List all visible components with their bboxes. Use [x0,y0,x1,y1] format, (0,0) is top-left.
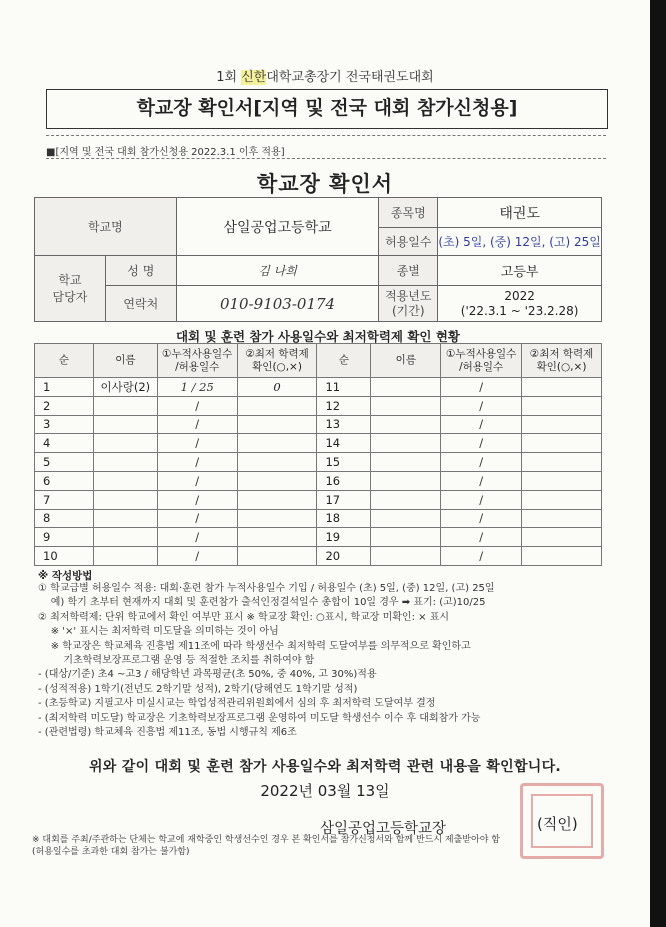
row-number-2: 17 [317,490,371,509]
row-name-2 [371,547,441,566]
guide-line: - (성적적용) 1학기(전년도 2학기말 성적), 2학기(당해연도 1학기말 성적) [38,683,358,695]
row-days: / [157,509,237,528]
row-number-2: 11 [317,378,371,397]
row-name-2 [371,528,441,547]
event-title [0,66,650,85]
guide-line: ② 최저학력제: 단위 학교에서 확인 여부만 표시 ※ 학교장 확인: ○표시, 학교장 미확인: × 표시 [38,611,450,623]
row-name-2 [371,453,441,472]
row-grade-2 [522,471,602,490]
row-name [93,490,157,509]
row-grade-2 [522,396,602,415]
principal-signature-line: 삼일공업고등학교장 [320,821,447,837]
contact-label: 연락처 [105,286,176,322]
row-number: 1 [35,378,94,397]
row-number: 8 [35,509,94,528]
row-name-2 [371,471,441,490]
usage-section-title: 대회 및 훈련 참가 사용일수와 최저학력제 확인 현황 [175,329,461,344]
dashed-divider-top [46,135,606,136]
row-number-2: 15 [317,453,371,472]
row-name-2 [371,415,441,434]
guide-line: ① 학교급별 허용일수 적용: 대회·훈련 참가 누적사용일수 기입 / 허용일수 (초) 5일, (중) 12일, (고) 25일 [38,583,495,594]
row-grade-2 [522,547,602,566]
header-days: ①누적사용일수 /허용일수 [157,344,237,378]
table-row [35,434,602,453]
row-days: 1 / 25 [157,378,237,397]
guide-title: ※ 작성방법 [38,570,93,582]
confirmation-statement: 위와 같이 대회 및 훈련 참가 사용일수와 최저학력 관련 내용을 확인합니다. [88,759,562,775]
guide-line: - (최저학력 미도달) 학교장은 기초학력보장프로그램 운영하여 미도달 학생선수 이수 후 대회참가 가능 [38,712,481,724]
row-grade [237,434,317,453]
row-grade-2 [522,415,602,434]
row-days-2: / [441,509,522,528]
row-days: / [157,453,237,472]
guide-text [38,582,598,740]
row-grade [237,415,317,434]
guide-line: - (관련법령) 학교체육 진흥법 제11조, 동법 시행규칙 제6조 [38,727,297,739]
row-grade [237,490,317,509]
guide-line: 예) 학기 초부터 현재까지 대회 및 훈련참가 출석인정결석일수 총합이 10일 경우 ➡ 표기: (고)10/25 [38,597,486,609]
row-days-2: / [441,434,522,453]
guide-line: ※ 학교장은 학교체육 진흥법 제11조에 따라 학생선수 최저학력 도달여부를 의무적으로 확인하고 [38,640,471,652]
row-grade [237,471,317,490]
document-title: 학교장 확인서 [256,172,394,196]
event-title-prefix: 1회 [216,70,242,85]
row-days: / [157,396,237,415]
row-number-2: 14 [317,434,371,453]
usage-table [34,343,602,566]
sport-label: 종목명 [379,198,438,228]
header-no-2: 순 [317,344,371,378]
row-name-2 [371,490,441,509]
table-row [35,471,602,490]
division-value: 고등부 [438,256,602,286]
period-value: ('22.3.1 ~ '23.2.28) [460,303,579,318]
row-number: 9 [35,528,94,547]
event-title-highlight: 신한 [241,70,267,85]
header-grade: ②최저 학력제 확인(○,×) [237,344,317,378]
row-grade: 0 [237,378,317,397]
row-name [93,415,157,434]
header-grade-2: ②최저 학력제 확인(○,×) [522,344,602,378]
header-days-2: ①누적사용일수 /허용일수 [441,344,522,378]
table-row [35,509,602,528]
row-number: 4 [35,434,94,453]
row-days-2: / [441,547,522,566]
dashed-divider-bottom [46,158,606,159]
row-number: 5 [35,453,94,472]
table-row [35,396,602,415]
row-name [93,528,157,547]
row-grade [237,547,317,566]
row-days-2: / [441,453,522,472]
row-number-2: 13 [317,415,371,434]
row-days-2: / [441,490,522,509]
row-name [93,509,157,528]
table-row [35,415,602,434]
row-number: 2 [35,396,94,415]
row-name [93,453,157,472]
allowed-days-value: (초) 5일, (중) 12일, (고) 25일 [438,228,602,256]
row-days: / [157,471,237,490]
school-value: 삼일공업고등학교 [176,198,379,256]
year-value: 2022 [504,288,535,303]
row-name-2 [371,509,441,528]
row-name [93,547,157,566]
row-number: 6 [35,471,94,490]
seal-label: (직인) [537,815,578,833]
guide-line: 기초학력보장프로그램 운영 등 적절한 조치를 취하여야 함 [38,655,315,667]
row-days: / [157,434,237,453]
manager-label: 학교 담당자 [35,256,106,322]
row-name: 이사랑(2) [93,378,157,397]
row-number-2: 19 [317,528,371,547]
row-number: 3 [35,415,94,434]
event-title-suffix: 대학교총장기 전국태권도대회 [266,70,434,85]
row-grade-2 [522,453,602,472]
footnote [32,834,612,858]
row-grade [237,396,317,415]
table-row [35,490,602,509]
row-days-2: / [441,415,522,434]
footnote-line: ※ 대회를 주최/주관하는 단체는 학교에 재학중인 학생선수인 경우 본 확인서를 참가신청서와 함께 반드시 제출받아야 함 [32,835,500,845]
row-grade-2 [522,378,602,397]
row-days: / [157,415,237,434]
sport-value: 태권도 [438,198,602,228]
row-grade-2 [522,509,602,528]
row-grade-2 [522,490,602,509]
info-table [34,197,602,322]
row-days: / [157,490,237,509]
division-label: 종별 [379,256,438,286]
header-no: 순 [35,344,94,378]
header-title: 학교장 확인서[지역 및 전국 대회 참가신청용] [46,89,608,129]
row-number-2: 16 [317,471,371,490]
row-days-2: / [441,528,522,547]
contact-value: 010-9103-0174 [176,286,379,322]
row-grade-2 [522,528,602,547]
row-name [93,471,157,490]
year-label: 적용년도 (기간) [379,286,438,322]
issue-date: 2022년 03월 13일 [260,782,390,800]
row-name-2 [371,434,441,453]
year-cell [438,286,602,322]
footnote-line: (허용일수를 초과한 대회 참가는 불가함) [32,847,190,857]
row-number-2: 20 [317,547,371,566]
name-label: 성 명 [105,256,176,286]
row-days-2: / [441,396,522,415]
scan-border [650,0,666,927]
guide-line: - (대상/기준) 초4 ~고3 / 해당학년 과목평균(초 50%, 중 40%, 고 30%)적용 [38,669,377,681]
row-grade [237,528,317,547]
row-number: 10 [35,547,94,566]
name-value: 김 나희 [176,256,379,286]
guide-line: - (초등학교) 지필고사 미실시교는 학업성적관리위원회에서 심의 후 최저학력 도달여부 결정 [38,698,436,710]
row-grade-2 [522,434,602,453]
allowed-days-label: 허용일수 [379,228,438,256]
row-name [93,396,157,415]
usage-table-body [35,378,602,566]
table-row [35,528,602,547]
table-row [35,453,602,472]
table-row [35,547,602,566]
row-days: / [157,528,237,547]
row-grade [237,509,317,528]
guide-line: ※ '×' 표시는 최저학력 미도달을 의미하는 것이 아님 [38,626,279,638]
row-number-2: 12 [317,396,371,415]
notice-text: ■[지역 및 전국 대회 참가신청용 2022.3.1 이후 적용] [46,147,285,158]
school-label: 학교명 [35,198,177,256]
row-name-2 [371,396,441,415]
row-name-2 [371,378,441,397]
row-grade [237,453,317,472]
row-days: / [157,547,237,566]
row-number-2: 18 [317,509,371,528]
row-name [93,434,157,453]
header-name: 이름 [93,344,157,378]
row-days-2: / [441,471,522,490]
header-name-2: 이름 [371,344,441,378]
table-row [35,378,602,397]
row-number: 7 [35,490,94,509]
row-days-2: / [441,378,522,397]
